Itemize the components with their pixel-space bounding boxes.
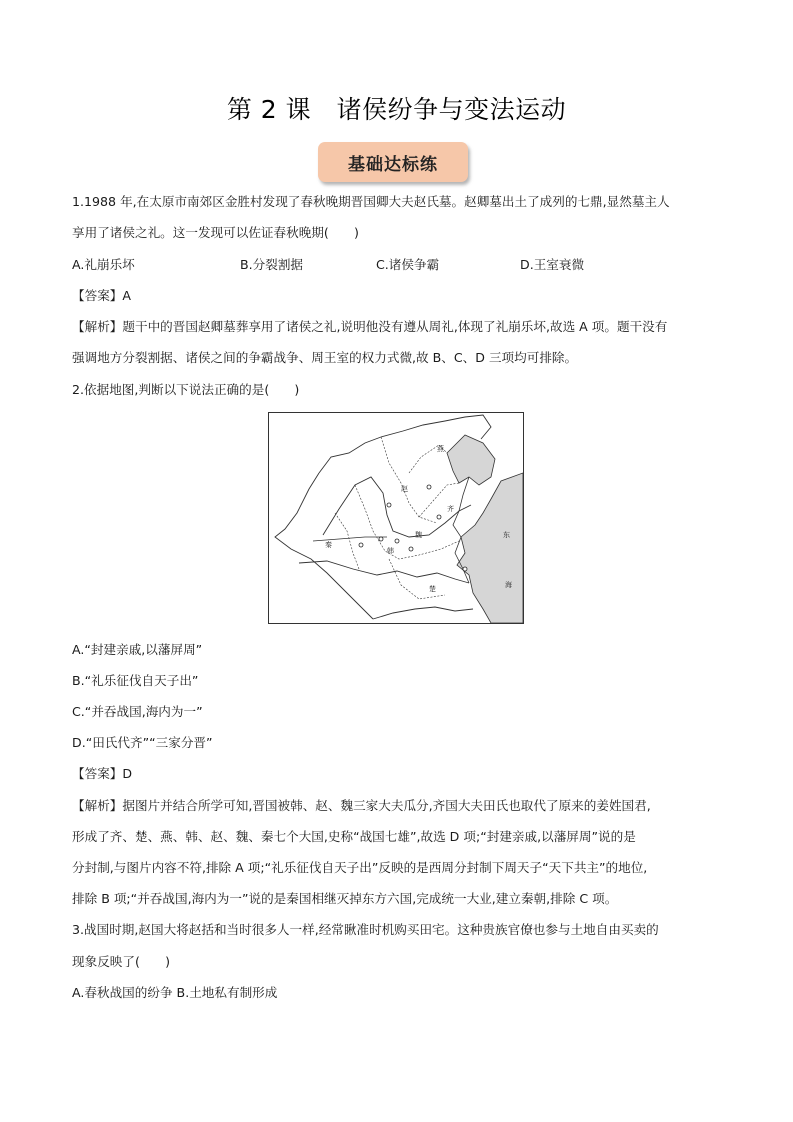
q3-options: A.春秋战国的纷争 B.土地私有制形成 (72, 985, 278, 1000)
state-boundary-5 (389, 559, 445, 599)
lesson-title: 第 2 课 诸侯纷争与变法运动 (226, 95, 567, 124)
city-marker (387, 503, 391, 507)
q1-analysis-line2: 强调地方分裂割据、诸侯之间的争霸战争、周王室的权力式微,故 B、C、D 三项均可排除。 (72, 350, 578, 365)
q1-option-b: B.分裂割据 (240, 257, 304, 272)
q1-stem-line2: 享用了诸侯之礼。这一发现可以佐证春秋晚期( ) (72, 225, 359, 240)
city-marker (395, 539, 399, 543)
bay-area (447, 435, 495, 485)
map-label-zhao: 赵 (401, 485, 408, 493)
section-badge: 基础达标练 (318, 142, 468, 182)
q1-analysis-line1: 【解析】题干中的晋国赵卿墓葬享用了诸侯之礼,说明他没有遵从周礼,体现了礼崩乐坏,故选 A 项。题干没有 (72, 319, 668, 334)
state-boundary-4 (335, 513, 359, 569)
map-label-qin: 秦 (325, 541, 332, 549)
map-label-chu: 楚 (429, 585, 436, 593)
state-boundary-2 (355, 485, 459, 559)
q2-option-b: B.“礼乐征伐自天子出” (72, 673, 199, 688)
q2-stem: 2.依据地图,判断以下说法正确的是( ) (72, 382, 300, 397)
q1-answer: 【答案】A (72, 288, 131, 303)
q2-analysis-line2: 形成了齐、楚、燕、韩、赵、魏、秦七个大国,史称“战国七雄”,故选 D 项;“封建亲戚,以藩屏周”说的是 (72, 829, 636, 844)
map-label-yan: 燕 (437, 445, 444, 453)
q3-stem-line1: 3.战国时期,赵国大将赵括和当时很多人一样,经常瞅准时机购买田宅。这种贵族官僚也参与土地自由买卖的 (72, 922, 659, 937)
city-marker (409, 547, 413, 551)
city-marker (359, 543, 363, 547)
map-label-sea-1: 东 (503, 531, 510, 539)
city-marker (463, 567, 467, 571)
q3-stem-line2: 现象反映了( ) (72, 954, 170, 969)
q2-option-d: D.“田氏代齐”“三家分晋” (72, 735, 213, 750)
q2-option-c: C.“并吞战国,海内为一” (72, 704, 203, 719)
map-label-qi: 齐 (447, 505, 454, 513)
southern-border (373, 607, 473, 619)
city-marker (437, 515, 441, 519)
map-drawing (269, 413, 523, 623)
state-boundary-1 (381, 437, 437, 523)
q1-option-d: D.王室衰微 (520, 257, 585, 272)
q2-answer: 【答案】D (72, 766, 133, 781)
q2-analysis-line1: 【解析】据图片并结合所学可知,晋国被韩、赵、魏三家大夫瓜分,齐国大夫田氏也取代了原来的姜姓国君, (72, 798, 651, 813)
map-label-han: 韩 (387, 547, 394, 555)
q2-analysis-line4: 排除 B 项;“并吞战国,海内为一”说的是秦国相继灭掉东方六国,完成统一大业,建立秦朝,排除 C 项。 (72, 891, 618, 906)
q1-option-a: A.礼崩乐坏 (72, 257, 135, 272)
yangtze-river (299, 561, 469, 583)
q1-option-c: C.诸侯争霸 (376, 257, 440, 272)
q2-option-a: A.“封建亲戚,以藩屏周” (72, 642, 203, 657)
q1-stem-line1: 1.1988 年,在太原市南郊区金胜村发现了春秋晚期晋国卿大夫赵氏墓。赵卿墓出土了成列的七鼎,显然墓主人 (72, 194, 670, 209)
city-marker (427, 485, 431, 489)
western-border (275, 473, 373, 619)
sea-area (457, 473, 523, 623)
q2-analysis-line3: 分封制,与图片内容不符,排除 A 项;“礼乐征伐自天子出”反映的是西周分封制下周天子“天下共主”的地位, (72, 860, 648, 875)
map-label-wei: 魏 (415, 531, 422, 539)
map-label-sea-2: 海 (505, 581, 512, 589)
warring-states-map (268, 412, 524, 624)
city-marker (379, 537, 383, 541)
